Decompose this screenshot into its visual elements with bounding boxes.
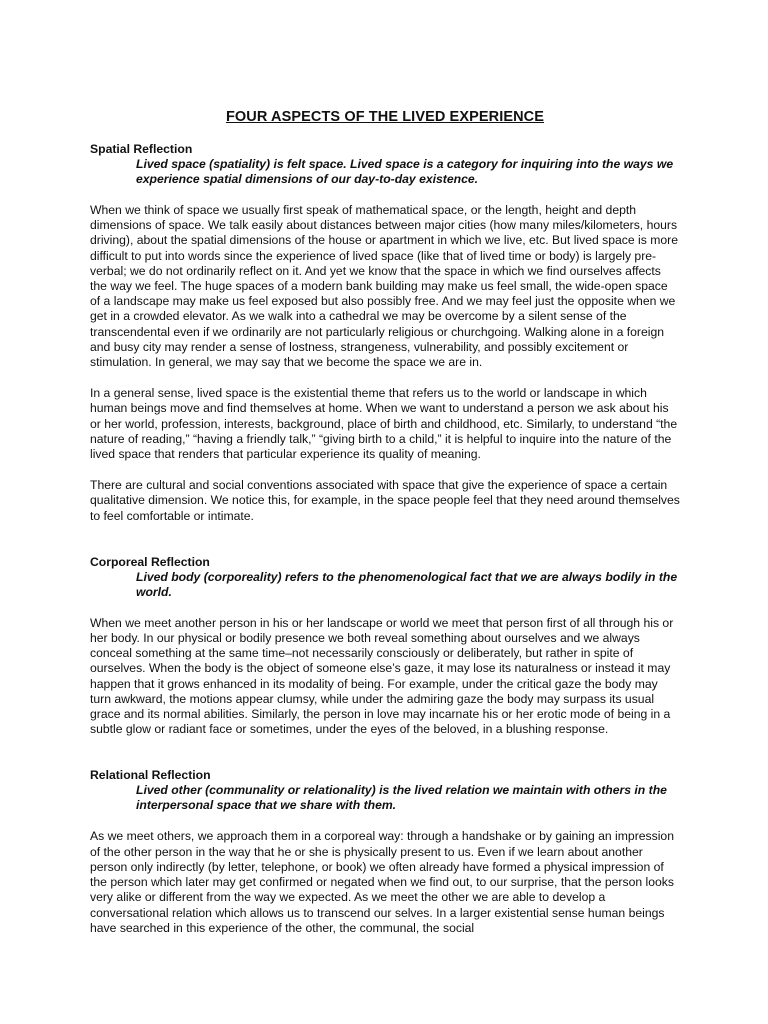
paragraph: In a general sense, lived space is the existential theme that refers us to the world or landscape in which human beings move and find themselves at home. When we want to understand a person we ask about his or her world, profession, interests, background, place of birth and childhood, etc. Similarly, to understand “the nature of reading,” “having a friendly talk,” “giving birth to a child,” it is helpful to inquire into the nature of the lived space that renders that particular experience its quality of meaning. xyxy=(90,386,678,462)
section-relational-reflection xyxy=(90,768,680,935)
paragraph: When we meet another person in his or her landscape or world we meet that person first of all through his or her body. In our physical or bodily presence we both reveal something about ourselves and we always conceal something at the same time–not necessarily consciously or deliberately, but rather in spite of ourselves. When the body is the object of someone else’s gaze, it may lose its naturalness or instead it may happen that it grows enhanced in its modality of being. For example, under the critical gaze the body may turn awkward, the motions appear clumsy, while under the admiring gaze the body may surpass its usual grace and its normal abilities. Similarly, the person in love may incarnate his or her erotic mode of being in a subtle glow or radiant face or sometimes, under the eyes of the beloved, in a blushing response. xyxy=(90,615,674,737)
section-heading: Spatial Reflection xyxy=(90,142,193,156)
section-heading: Corporeal Reflection xyxy=(90,554,210,569)
section-corporeal-reflection xyxy=(90,555,680,738)
section-definition: Lived other (communality or relationality) is the lived relation we maintain with others in the interpersonal space that we share with them. xyxy=(136,783,667,813)
document-title: FOUR ASPECTS OF THE LIVED EXPERIENCE xyxy=(225,109,545,125)
section-spatial-reflection xyxy=(90,142,680,524)
paragraph: When we think of space we usually first speak of mathematical space, or the length, height and depth dimensions of space. We talk easily about distances between major cities (how many miles/kilometers, hours driving), about the spatial dimensions of the house or apartment in which we live, etc. But lived space is more difficult to put into words since the experience of lived space (like that of lived time or body) is largely pre-verbal; we do not ordinarily reflect on it. And yet we know that the space in which we find ourselves affects the way we feel. The huge spaces of a modern bank building may make us feel small, the wide-open space of a landscape may make us feel exposed but also possibly free. And we may feel just the opposite when we get in a crowded elevator. As we walk into a cathedral we may be overcome by a silent sense of the transcendental even if we ordinarily are not particularly religious or churchgoing. Walking alone in a foreign and busy city may render a sense of lostness, strangeness, vulnerability, and possibly excitement or stimulation. In general, we may say that we become the space we are in. xyxy=(90,203,679,370)
paragraph: As we meet others, we approach them in a corporeal way: through a handshake or by gaining an impression of the other person in the way that he or she is physically present to us. Even if we learn about another person only indirectly (by letter, telephone, or book) we often already have formed a physical impression of the person which later may get confirmed or negated when we find out, to our surprise, that the person looks very alike or different from the way we expected. As we meet the other we are able to develop a conversational relation which allows us to transcend our selves. In a larger existential sense human beings have searched in this experience of the other, the communal, the social xyxy=(90,829,674,935)
section-heading: Relational Reflection xyxy=(90,768,211,783)
document-page xyxy=(0,108,768,1024)
section-definition: Lived body (corporeality) refers to the phenomenological fact that we are always bodily in the world. xyxy=(136,569,678,599)
section-definition: Lived space (spatiality) is felt space. Lived space is a category for inquiring into the ways we experience spatial dimensions of our day-to-day existence. xyxy=(136,157,674,186)
paragraph: There are cultural and social conventions associated with space that give the experience of space a certain qualitative dimension. We notice this, for example, in the space people feel that they need around themselves to feel comfortable or intimate. xyxy=(90,478,680,523)
